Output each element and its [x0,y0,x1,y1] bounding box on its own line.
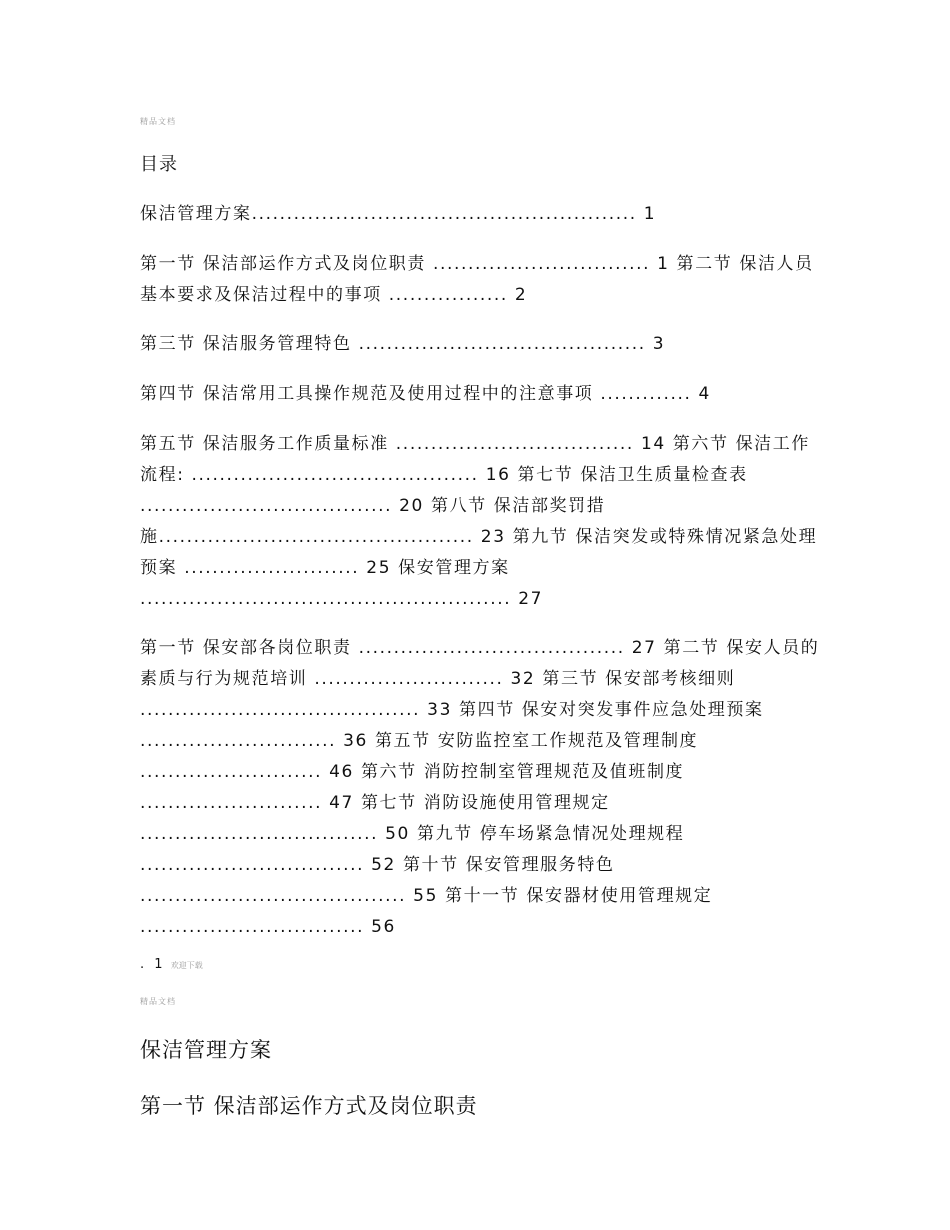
footer-prefix: . [140,957,145,972]
toc-entry [140,249,820,311]
header-watermark: 精品文档 [140,117,176,126]
section-subtitle: 第一节 保洁部运作方式及岗位职责 [140,1094,478,1118]
toc-entry-text: 第四节 保洁常用工具操作规范及使用过程中的注意事项 ............. 4 [140,384,711,404]
section-title: 保洁管理方案 [140,1038,272,1062]
header-watermark: 精品文档 [140,997,176,1006]
toc-entry [140,329,820,360]
footer-note: 欢迎下载 [170,961,203,970]
page-number: 1 [154,957,163,972]
toc-entry-text: 保洁管理方案....................................................... 1 [140,204,657,224]
toc-entry-text: 第一节 保洁部运作方式及岗位职责 ............................... 1 第二节 保洁人员基本要求及保洁过程中的事项 ................. 2 [140,254,814,305]
toc-entry [140,379,820,410]
toc-entry-text: 第三节 保洁服务管理特色 ......................................... 3 [140,334,666,354]
toc-entry [140,429,820,615]
page-footer [140,957,203,972]
toc-entry [140,199,820,230]
toc-entry-text: 第五节 保洁服务工作质量标准 .................................. 14 第六节 保洁工作流程: ......................................... 16 第七节 保洁卫生质量检查表 .................................... 20 第八节 保洁部奖罚措施............................................. 23 第九节 保洁突发或特殊情况紧急处理预案 ......................... 25 保安管理方案 ..................................................... 27 [140,434,818,609]
toc-title: 目录 [140,154,178,175]
toc-entry [140,633,820,943]
toc-entry-text: 第一节 保安部各岗位职责 ...................................... 27 第二节 保安人员的素质与行为规范培训 ........................... 32 第三节 保安部考核细则 ........................................ 33 第四节 保安对突发事件应急处理预案 ............................ 36 第五节 安防监控室工作规范及管理制度 .......................... 46 第六节 消防控制室管理规范及值班制度 .......................... 47 第七节 消防设施使用管理规定 .................................. 50 第九节 停车场紧急情况处理规程 ................................ 52 第十节 保安管理服务特色 ...................................... 55 第十一节 保安器材使用管理规定 ................................ 56 [140,638,820,937]
